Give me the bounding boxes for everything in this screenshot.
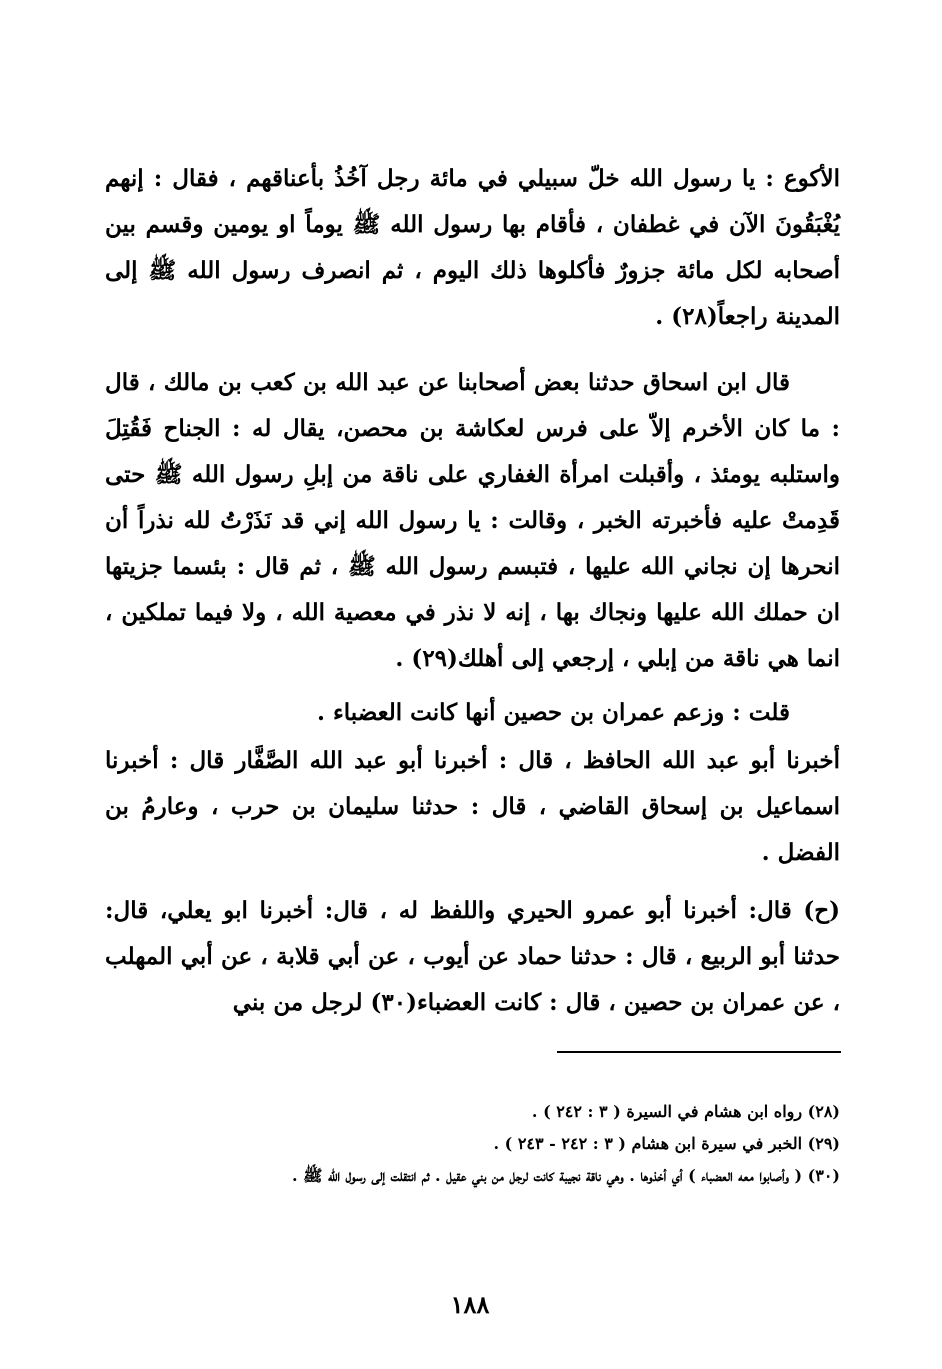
footnotes xyxy=(105,1096,840,1192)
footnote-28: (٢٨) رواه ابن هشام في السيرة ( ٣ : ٢٤٢ ) . xyxy=(531,1102,840,1121)
paragraph-4: أخبرنا أبو عبد الله الحافظ ، قال : أخبرنا أبو عبد الله الصَّفَّار قال : أخبرنا اسماعيل بن إسحاق القاضي ، قال : حدثنا سليمان بن حرب ، وعارمُ بن الفضل . xyxy=(105,747,840,866)
paragraph-3: قلت : وزعم عمران بن حصين أنها كانت العضباء . xyxy=(316,699,790,726)
paragraph-5: (ح) قال: أخبرنا أبو عمرو الحيري واللفظ له ، قال: أخبرنا ابو يعلي، قال: حدثنا أبو الربيع ، قال : حدثنا حماد عن أيوب ، عن أبي قلابة ، عن أبي المهلب ، عن عمران بن حصين ، قال : كانت العضباء(٣٠) لرجل من بني xyxy=(105,897,840,1016)
footnote-30: (٣٠) ( وأصابوا معه العضباء ) أي أخذوها . وهي ناقة نجيبة كانت لرجل من بني عقيل . ثم انتقلت إلى رسول الله ﷺ . xyxy=(291,1166,840,1185)
footnote-29: (٢٩) الخبر في سيرة ابن هشام ( ٣ : ٢٤٢ - ٢٤٣ ) . xyxy=(493,1134,840,1153)
footnote-separator xyxy=(557,1051,841,1053)
paragraph-1: الأكوع : يا رسول الله خلّ سبيلي في مائة رجل آخُذُ بأعناقهم ، فقال : إنهم يُغْبَقُونَ الآن في غطفان ، فأقام بها رسول الله ﷺ يوماً او يومين وقسم بين أصحابه لكل مائة جزورٌ فأكلوها ذلك اليوم ، ثم انصرف رسول الله ﷺ إلى المدينة راجعاً(٢٨) . xyxy=(105,165,840,330)
paragraph-2: قال ابن اسحاق حدثنا بعض أصحابنا عن عبد الله بن كعب بن مالك ، قال : ما كان الأخرم إلاّ على فرس لعكاشة بن محصن، يقال له : الجناح فَقُتِلَ واستلبه يومئذ ، وأقبلت امرأة الغفاري على ناقة من إبلِ رسول الله ﷺ حتى قَدِمتْ عليه فأخبرته الخبر ، وقالت : يا رسول الله إني قد نَذَرْتُ لله نذراً أن انحرها إن نجاني الله عليها ، فتبسم رسول الله ﷺ ، ثم قال : بئسما جزيتها ان حملك الله عليها ونجاك بها ، إنه لا نذر في معصية الله ، ولا فيما تملكين ، انما هي ناقة من إبلي ، إرجعي إلى أهلك(٢٩) . xyxy=(105,369,840,672)
page-number: ١٨٨ xyxy=(450,1290,490,1319)
